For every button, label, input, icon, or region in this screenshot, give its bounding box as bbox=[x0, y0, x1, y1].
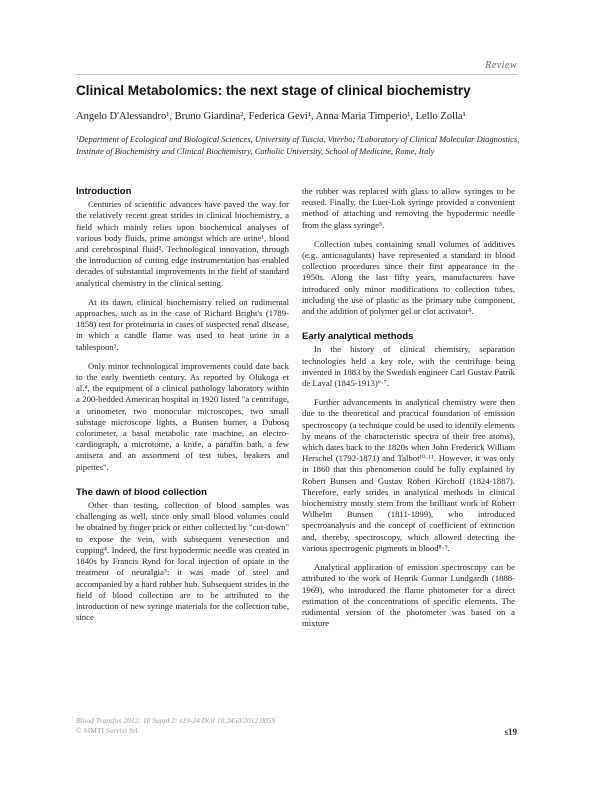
paragraph: In the history of clinical chemistry, separation technologies held a key role, with the centrifuge being invented in 1883 by the Swedish engineer Carl Gustav Patrik de Laval (1845-1913)⁶·⁷. bbox=[302, 344, 515, 389]
section-heading-blood-collection: The dawn of blood collection bbox=[76, 486, 207, 498]
copyright: © SIMTI Servizi Srl bbox=[76, 726, 138, 735]
paragraph: Other than testing, collection of blood samples was challenging as well, since only small blood volumes could be obtained by finger prick or either collected by "cut-down" to expose the vein, with subsequent venesection and cupping⁴. Indeed, the first hypodermic needle was created in 1840s by Francis Rynd for local injection of opiate in the treatment of neuralgia⁵: it was made of steel and accompanied by a hard rubber hub. Subsequent strides in the field of blood collection are to be attributed to the introduction of new syringe materials for the collection tube, since bbox=[76, 500, 289, 623]
paragraph: Only minor technological improvements could date back to the early twentieth century. As reported by Olukoga et al.⁴, the equipment of a clinical pathology laboratory within a 200-bedded American hospital in 1920 listed "a centrifuge, a urinometer, two monocular microscopes, two small substage microscope lights, a Bunsen burner, a Dubosq colorimeter, a basal metabolic rate machine, an electro-cardiograph, a microtome, a knife, a paraffin bath, a few antisera and an assortment of test tubes, beakers and pipettes". bbox=[76, 360, 289, 472]
paragraph: Collection tubes containing small volumes of additives (e.g. anticoagulants) have represented a standard in blood collection procedures since their first appearance in the 1950s. Along the last fifty years, manufacturers have introduced only minor modifications to collection tubes, including the use of plastic as the primary tube component, and the addition of polymer gel or clot activator⁵. bbox=[302, 238, 515, 317]
section-label: Review bbox=[485, 60, 517, 71]
paragraph: Analytical application of emission spectroscopy can be attributed to the work of Henrik Gunnar Lundgardh (1888-1969), who introduced the flame photometer for a direct estimation of the concentrations of specific elements. The rudimental version of the photometer was based on a mixture bbox=[302, 562, 515, 629]
header-rule bbox=[76, 74, 517, 75]
left-column bbox=[76, 186, 289, 631]
affiliations: ¹Department of Ecological and Biological Sciences, University of Tuscia, Viterbo; ²Laboratory of Clinical Molecular Diagnostics, Institute of Biochemistry and Clinical Biochemistry, Catholic University, School of Medicine, Rome, Italy bbox=[76, 134, 520, 156]
page-footer bbox=[76, 716, 275, 736]
journal-citation: Blood Transfus 2012; 10 Suppl 2: s19-24 DOI 10.2450/2012.005S bbox=[76, 716, 276, 725]
paragraph: Further advancements in analytical chemistry were then due to the theoretical and practical foundation of emission spectroscopy (a technique could be used to identify elements by means of the characteristic spectra of their free atoms), which dates back to the 1820s when John Frederick William Herschel (1792-1871) and Talbot¹⁰·¹¹. However, it was only in 1860 that this phenomenon could be fully explained by Robert Bunsen and Gustav Robert Kirchoff (1824-1887). Therefore, early strides in analytical methods in clinical biochemistry mostly stem from the brilliant work of Robert Wilhelm Bunsen (1811-1899), who introduced spectroanalysis and the concept of coefficient of extinction and, thereby, spectroscopy, which allowed detecting the various spectrogenic pigments in blood⁸·⁹. bbox=[302, 397, 515, 553]
paragraph: Centuries of scientific advances have paved the way for the relatively recent great strides in clinical biochemistry, a field which mainly relies upon biochemical analyses of various body fluids, prime amongst which are urine¹, blood and cerebrospinal fluid². Technological innovation, through the introduction of cutting edge instrumentation has enabled decades of substantial improvements in the field of standard analytical chemistry in the clinical setting. bbox=[76, 199, 289, 288]
right-column bbox=[302, 186, 515, 637]
article-title: Clinical Metabolomics: the next stage of clinical biochemistry bbox=[76, 83, 471, 98]
section-heading-analytical-methods: Early analytical methods bbox=[302, 331, 414, 343]
paragraph: At its dawn, clinical biochemistry relied on rudimental approaches, such as in the case of Richard Bright's (1789-1858) test for proteinuria in cases of suspected renal disease, in which a candle flame was used to heat urine in a tablespoon³. bbox=[76, 296, 289, 352]
page-number: s19 bbox=[504, 727, 517, 737]
author-list: Angelo D'Alessandro¹, Bruno Giardina², Federica Gevi¹, Anna Maria Timperio¹, Lello Zolla¹ bbox=[76, 111, 466, 122]
paragraph: the rubber was replaced with glass to allow syringes to be reused. Finally, the Luer-Lok syringe provided a convenient method of attaching and removing the hypodermic needle from the glass syringe⁵. bbox=[302, 186, 515, 230]
section-heading-introduction: Introduction bbox=[76, 186, 132, 197]
